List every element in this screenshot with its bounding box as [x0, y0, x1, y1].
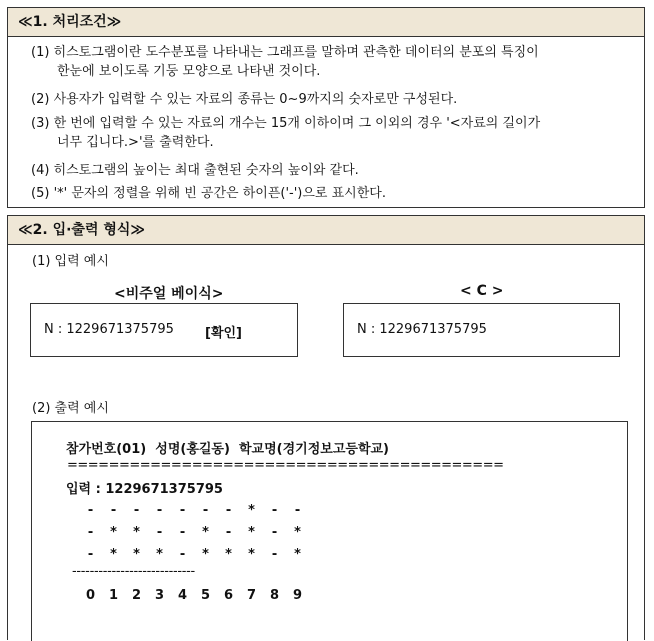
output-header: 참가번호(01) 성명(홍길동) 학교명(경기정보고등학교)	[66, 442, 390, 457]
condition-text: 히스토그램의 높이는 최대 출현된 숫자의 높이와 같다.	[53, 163, 359, 178]
cell: -	[178, 525, 187, 540]
cell: -	[86, 547, 95, 562]
confirm-button[interactable]: [확인]	[205, 326, 242, 341]
io-format-section	[7, 215, 645, 640]
input-example-label: (1) 입력 예시	[32, 254, 109, 269]
cell: -	[201, 503, 210, 518]
condition-text-cont: 한눈에 보이도록 기둥 모양으로 나타낸 것이다.	[57, 64, 321, 79]
cell: *	[247, 547, 256, 562]
output-input-line: 입력 : 1229671375795	[66, 482, 223, 497]
condition-5	[31, 184, 632, 203]
cell: *	[247, 503, 256, 518]
cell: -	[155, 503, 164, 518]
cell: -	[132, 503, 141, 518]
cell: *	[247, 525, 256, 540]
axis-label: 0	[85, 588, 96, 603]
condition-text: 히스토그램이란 도수분포를 나타내는 그래프를 말하며 관측한 데이터의 분포의 특징이	[53, 45, 539, 60]
cell: *	[201, 525, 210, 540]
cell: *	[132, 525, 141, 540]
condition-3	[31, 114, 632, 152]
output-separator: ==========================================	[67, 458, 504, 473]
cell: -	[224, 525, 233, 540]
processing-conditions-section	[7, 7, 645, 208]
condition-text-cont: 너무 깁니다.>'를 출력한다.	[57, 135, 214, 150]
condition-1	[31, 43, 632, 81]
axis-label: 6	[223, 588, 234, 603]
vb-input-box	[30, 303, 298, 357]
condition-number: (2)	[31, 92, 50, 107]
condition-number: (5)	[31, 186, 50, 201]
section-title: ≪1. 처리조건≫	[8, 8, 644, 37]
condition-2	[31, 90, 632, 109]
cell: *	[224, 547, 233, 562]
c-input-box	[343, 303, 620, 357]
cell: -	[293, 503, 302, 518]
condition-number: (4)	[31, 163, 50, 178]
histogram-row	[79, 525, 309, 540]
cell: *	[293, 525, 302, 540]
axis-label: 5	[200, 588, 211, 603]
section-title: ≪2. 입·출력 형식≫	[8, 216, 644, 245]
c-title: < C >	[460, 283, 504, 299]
vb-title: <비주얼 베이식>	[114, 286, 224, 302]
cell: *	[201, 547, 210, 562]
cell: -	[178, 547, 187, 562]
histogram-row	[79, 503, 309, 518]
cell: -	[109, 503, 118, 518]
c-input-text: N : 1229671375795	[357, 322, 487, 337]
axis-label: 2	[131, 588, 142, 603]
axis-label: 9	[292, 588, 303, 603]
histogram-axis	[79, 588, 309, 603]
cell: *	[293, 547, 302, 562]
condition-text: 한 번에 입력할 수 있는 자료의 개수는 15개 이하이며 그 이외의 경우 '<자료의 길이가	[53, 116, 541, 131]
axis-label: 4	[177, 588, 188, 603]
output-example-box	[31, 421, 628, 641]
cell: -	[86, 525, 95, 540]
cell: -	[178, 503, 187, 518]
histogram-row	[79, 547, 309, 562]
condition-text: '*' 문자의 정렬을 위해 빈 공간은 하이픈('-')으로 표시한다.	[53, 186, 386, 201]
axis-label: 3	[154, 588, 165, 603]
cell: -	[224, 503, 233, 518]
cell: *	[132, 547, 141, 562]
condition-number: (1)	[31, 45, 50, 60]
cell: *	[109, 525, 118, 540]
cell: *	[109, 547, 118, 562]
condition-text: 사용자가 입력할 수 있는 자료의 종류는 0~9까지의 숫자로만 구성된다.	[53, 92, 458, 107]
condition-number: (3)	[31, 116, 50, 131]
cell: -	[155, 525, 164, 540]
output-example-label: (2) 출력 예시	[32, 401, 109, 416]
cell: -	[270, 547, 279, 562]
axis-line: ----------------------------	[72, 564, 195, 579]
cell: -	[270, 525, 279, 540]
condition-4	[31, 161, 632, 180]
cell: -	[86, 503, 95, 518]
axis-label: 7	[246, 588, 257, 603]
cell: *	[155, 547, 164, 562]
axis-label: 8	[269, 588, 280, 603]
vb-input-text: N : 1229671375795	[44, 322, 174, 337]
axis-label: 1	[108, 588, 119, 603]
cell: -	[270, 503, 279, 518]
